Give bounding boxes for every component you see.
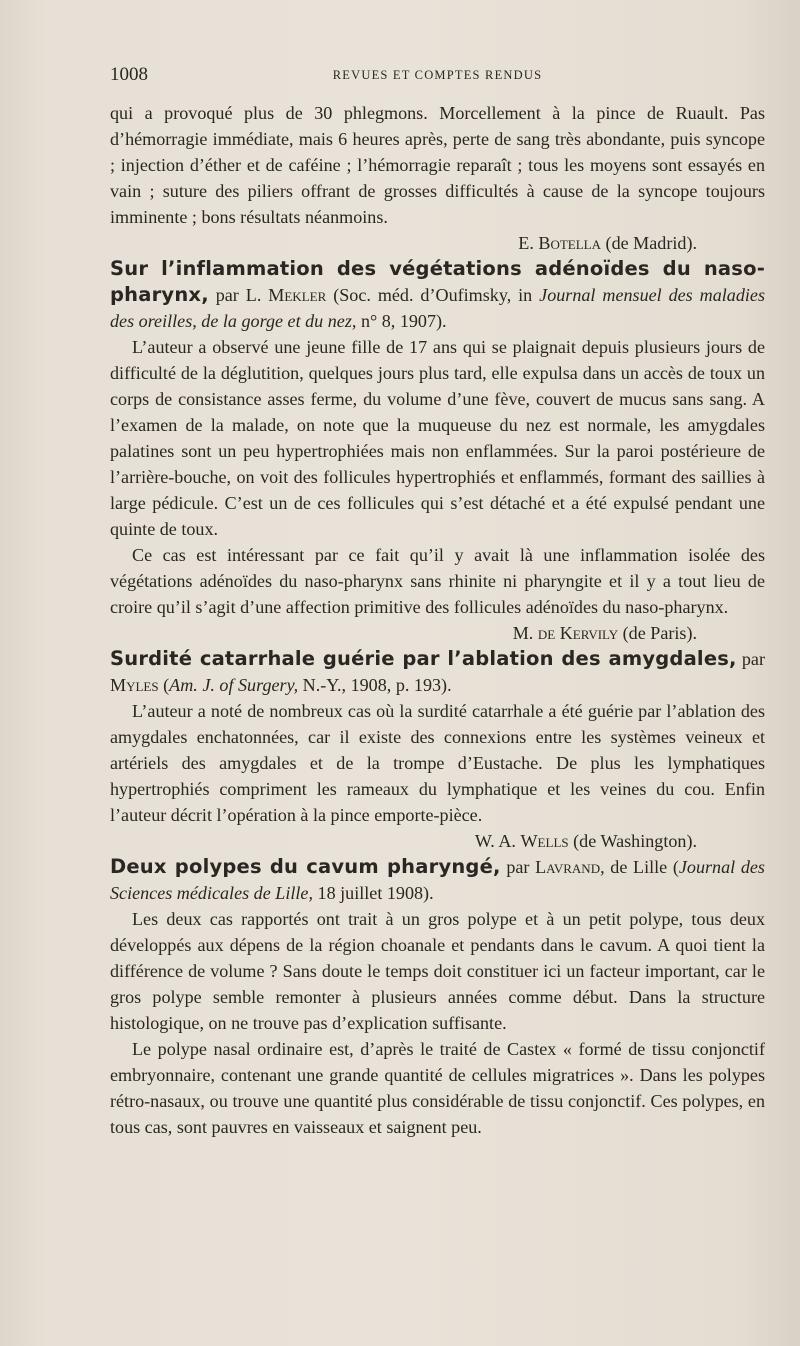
journal-title: Am. J. of Surgery, [169,675,299,695]
signature: M. de Kervily (de Paris). [512,623,697,643]
article-author: Mekler [268,285,327,305]
journal-title: Journal des Sciences médicales de Lille, [110,857,765,903]
article-author: Myles [110,675,159,695]
paragraph: Le polype nasal ordinaire est, d’après le traité de Castex « formé de tissu conjonctif embryonnaire, contenant une grande quantité de cellules migratrices ». Dans les polypes rétro-nasaux, ou trouve une quantité plus considérable de tissu conjonctif. Ces polypes, en tous cas, sont pauvres en vaisseaux et saignent peu. [110,1039,765,1137]
article-author: Lavrand, [535,857,605,877]
article-heading: Sur l’inflammation des végétations adénoïdes du naso-pharynx, par L. Mekler (Soc. méd. d’Oufimsky, in Journal mensuel des maladies des oreilles, de la gorge et du nez, n° 8, 1907). [110,257,765,331]
article-heading: Surdité catarrhale guérie par l’ablation des amygdales, par Myles (Am. J. of Surgery, N.-Y., 1908, p. 193). [110,647,765,695]
signature: W. A. Wells (de Washington). [474,831,697,851]
journal-title: Journal mensuel des maladies des oreilles, de la gorge et du nez, [110,285,765,331]
page-header [110,64,765,88]
paragraph: L’auteur a noté de nombreux cas où la surdité catarrhale a été guérie par l’ablation des amygdales enchatonnées, car il existe des connexions entre les systèmes veineux et artériels des amygdales et de la trompe d’Eustache. De plus les lymphatiques hypertrophiés compriment les rameaux du lymphatique et les veines du cou. Enfin l’auteur décrit l’opération à la pince emporte-pièce. [110,701,765,825]
signature: E. Botella (de Madrid). [518,233,697,253]
page-number: 1008 [110,64,148,85]
paragraph: L’auteur a observé une jeune fille de 17 ans qui se plaignait depuis plusieurs jours de difficulté de la déglutition, quelques jours plus tard, elle expulsa dans un accès de toux un corps de consistance asses ferme, du volume d’une fève, couvert de mucus sans sang. A l’examen de la malade, on note que la muqueuse du nez est normale, les amygdales palatines sont un peu hypertrophiées mais non enflammées. Sur la paroi postérieure de l’arrière-bouche, on voit des follicules hypertrophiés et enflammés, formant des saillies à large pédicule. C’est un de ces follicules qui s’est détaché et a été expulsé pendant une quinte de toux. [110,337,765,539]
article-title: Deux polypes du cavum pharyngé, [110,855,501,878]
article-title: Sur l’inflammation des végétations adénoïdes du naso-pharynx, [110,257,765,306]
page-body [110,100,765,1140]
article-heading: Deux polypes du cavum pharyngé, par Lavrand, de Lille (Journal des Sciences médicales de Lille, 18 juillet 1908). [110,855,765,903]
paragraph: Ce cas est intéressant par ce fait qu’il y avait là une inflammation isolée des végétations adénoïdes du naso-pharynx sans rhinite ni pharyngite et il y a tout lieu de croire qu’il s’agit d’une affection primitive des follicules adénoïdes du naso-pharynx. [110,545,765,617]
running-title: REVUES ET COMPTES RENDUS [332,68,543,82]
article-title: Surdité catarrhale guérie par l’ablation des amygdales, [110,647,737,670]
paragraph: qui a provoqué plus de 30 phlegmons. Morcellement à la pince de Ruault. Pas d’hémorragie immédiate, mais 6 heures après, perte de sang très abondante, puis syncope ; injection d’éther et de caféine ; l’hémorragie reparaît ; tous les moyens sont essayés en vain ; suture des piliers offrant de grosses difficultés à cause de la syncope toujours imminente ; bons résultats néanmoins. [110,103,765,227]
paragraph: Les deux cas rapportés ont trait à un gros polype et à un petit polype, tous deux développés aux dépens de la région choanale et pendants dans le cavum. A quoi tient la différence de volume ? Sans doute le temps doit constituer ici un facteur important, car le gros polype semble remonter à plusieurs années comme début. Dans la structure histologique, on ne trouve pas d’explication suffisante. [110,909,765,1033]
